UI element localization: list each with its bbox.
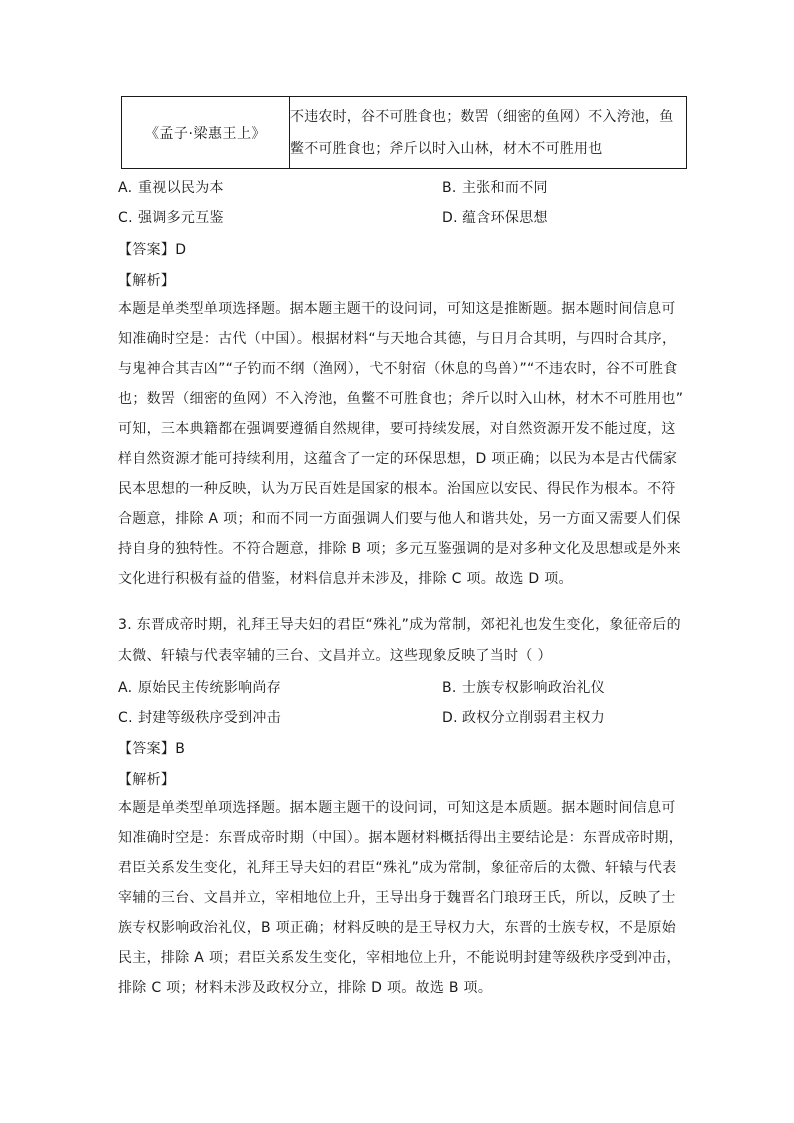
analysis-line: 可知，三本典籍都在强调要遵循自然规律，要可持续发展，对自然资源开发不能过度，这	[118, 421, 676, 437]
q3-option-b: B. 士族专权影响政治礼仪	[442, 680, 605, 696]
analysis-line: 本题是单类型单项选择题。据本题主题干的设问词，可知这是推断题。据本题时间信息可	[118, 301, 676, 317]
q3-stem-line: 太微、轩辕与代表宰辅的三台、文昌并立。这些现象反映了当时（ ）	[118, 648, 552, 664]
analysis-line: 持自身的独特性。不符合题意，排除 B 项；多元互鉴强调的是对多种文化及思想或是外来	[118, 541, 681, 557]
analysis-line: 君臣关系发生变化，礼拜王导夫妇的君臣“殊礼”成为常制，象征帝后的太微、轩辕与代表	[118, 860, 677, 876]
q3-analysis-label: 【解析】	[118, 772, 176, 788]
analysis-line: 民主，排除 A 项；君臣关系发生变化，宰相地位上升，不能说明封建等级秩序受到冲击，	[118, 950, 681, 966]
q2-answer: 【答案】D	[118, 242, 187, 258]
analysis-line: 排除 C 项；材料未涉及政权分立，排除 D 项。故选 B 项。	[118, 980, 493, 996]
q2-analysis-label: 【解析】	[118, 273, 176, 289]
table-row	[122, 97, 687, 169]
analysis-line: 文化进行积极有益的借鉴，材料信息并未涉及，排除 C 项。故选 D 项。	[118, 571, 573, 587]
quote-line: 不违农时，谷不可胜食也；数罟（细密的鱼网）不入洿池，鱼	[290, 108, 674, 125]
q3-option-d: D. 政权分立削弱君主权力	[442, 710, 605, 726]
quote-line: 鳖不可胜食也；斧斤以时入山林，材木不可胜用也	[290, 140, 603, 157]
q2-option-a: A. 重视以民为本	[118, 180, 224, 196]
q3-analysis	[118, 793, 683, 1003]
source-cell: 《孟子·梁惠王上》	[122, 97, 290, 169]
q2-option-b: B. 主张和而不同	[442, 180, 548, 196]
analysis-line: 宰辅的三台、文昌并立，宰相地位上升，王导出身于魏晋名门琅玡王氏，所以，反映了士	[118, 890, 676, 906]
q2-option-d: D. 蕴含环保思想	[442, 210, 548, 226]
q2-analysis	[118, 294, 684, 594]
q3-option-c: C. 封建等级秩序受到冲击	[118, 710, 281, 726]
analysis-line: 民本思想的一种反映，认为万民百姓是国家的根本。治国应以安民、得民作为根本。不符	[118, 481, 676, 497]
analysis-line: 族专权影响政治礼仪，B 项正确；材料反映的是王导权力大，东晋的士族专权，不是原始	[118, 920, 677, 936]
analysis-line: 合题意，排除 A 项；和而不同一方面强调人们要与他人和谐共处，另一方面又需要人们保	[118, 511, 681, 527]
analysis-line: 知准确时空是：东晋成帝时期（中国）。据本题材料概括得出主要结论是：东晋成帝时期，	[118, 830, 683, 846]
analysis-line: 与鬼神合其吉凶”“子钓而不纲（渔网），弋不射宿（休息的鸟兽）”“不违农时，谷不可胜食	[118, 361, 678, 377]
q3-stem-line: 3. 东晋成帝时期，礼拜王导夫妇的君臣“殊礼”成为常制，郊祀礼也发生变化，象征帝后的	[118, 617, 681, 633]
analysis-line: 样自然资源才能可持续利用，这蕴含了一定的环保思想，D 项正确；以民为本是古代儒家	[118, 451, 678, 467]
analysis-line: 本题是单类型单项选择题。据本题主题干的设问词，可知这是本质题。据本题时间信息可	[118, 800, 676, 816]
analysis-line: 知准确时空是：古代（中国）。根据材料“与天地合其德，与日月合其明，与四时合其序，	[118, 331, 677, 347]
material-table	[121, 96, 687, 169]
q3-option-a: A. 原始民主传统影响尚存	[118, 680, 281, 696]
quote-cell	[290, 97, 687, 169]
q3-answer: 【答案】B	[118, 741, 186, 757]
q2-option-c: C. 强调多元互鉴	[118, 210, 224, 226]
analysis-line: 也；数罟（细密的鱼网）不入洿池，鱼鳖不可胜食也；斧斤以时入山林，材木不可胜用也”	[118, 391, 684, 407]
